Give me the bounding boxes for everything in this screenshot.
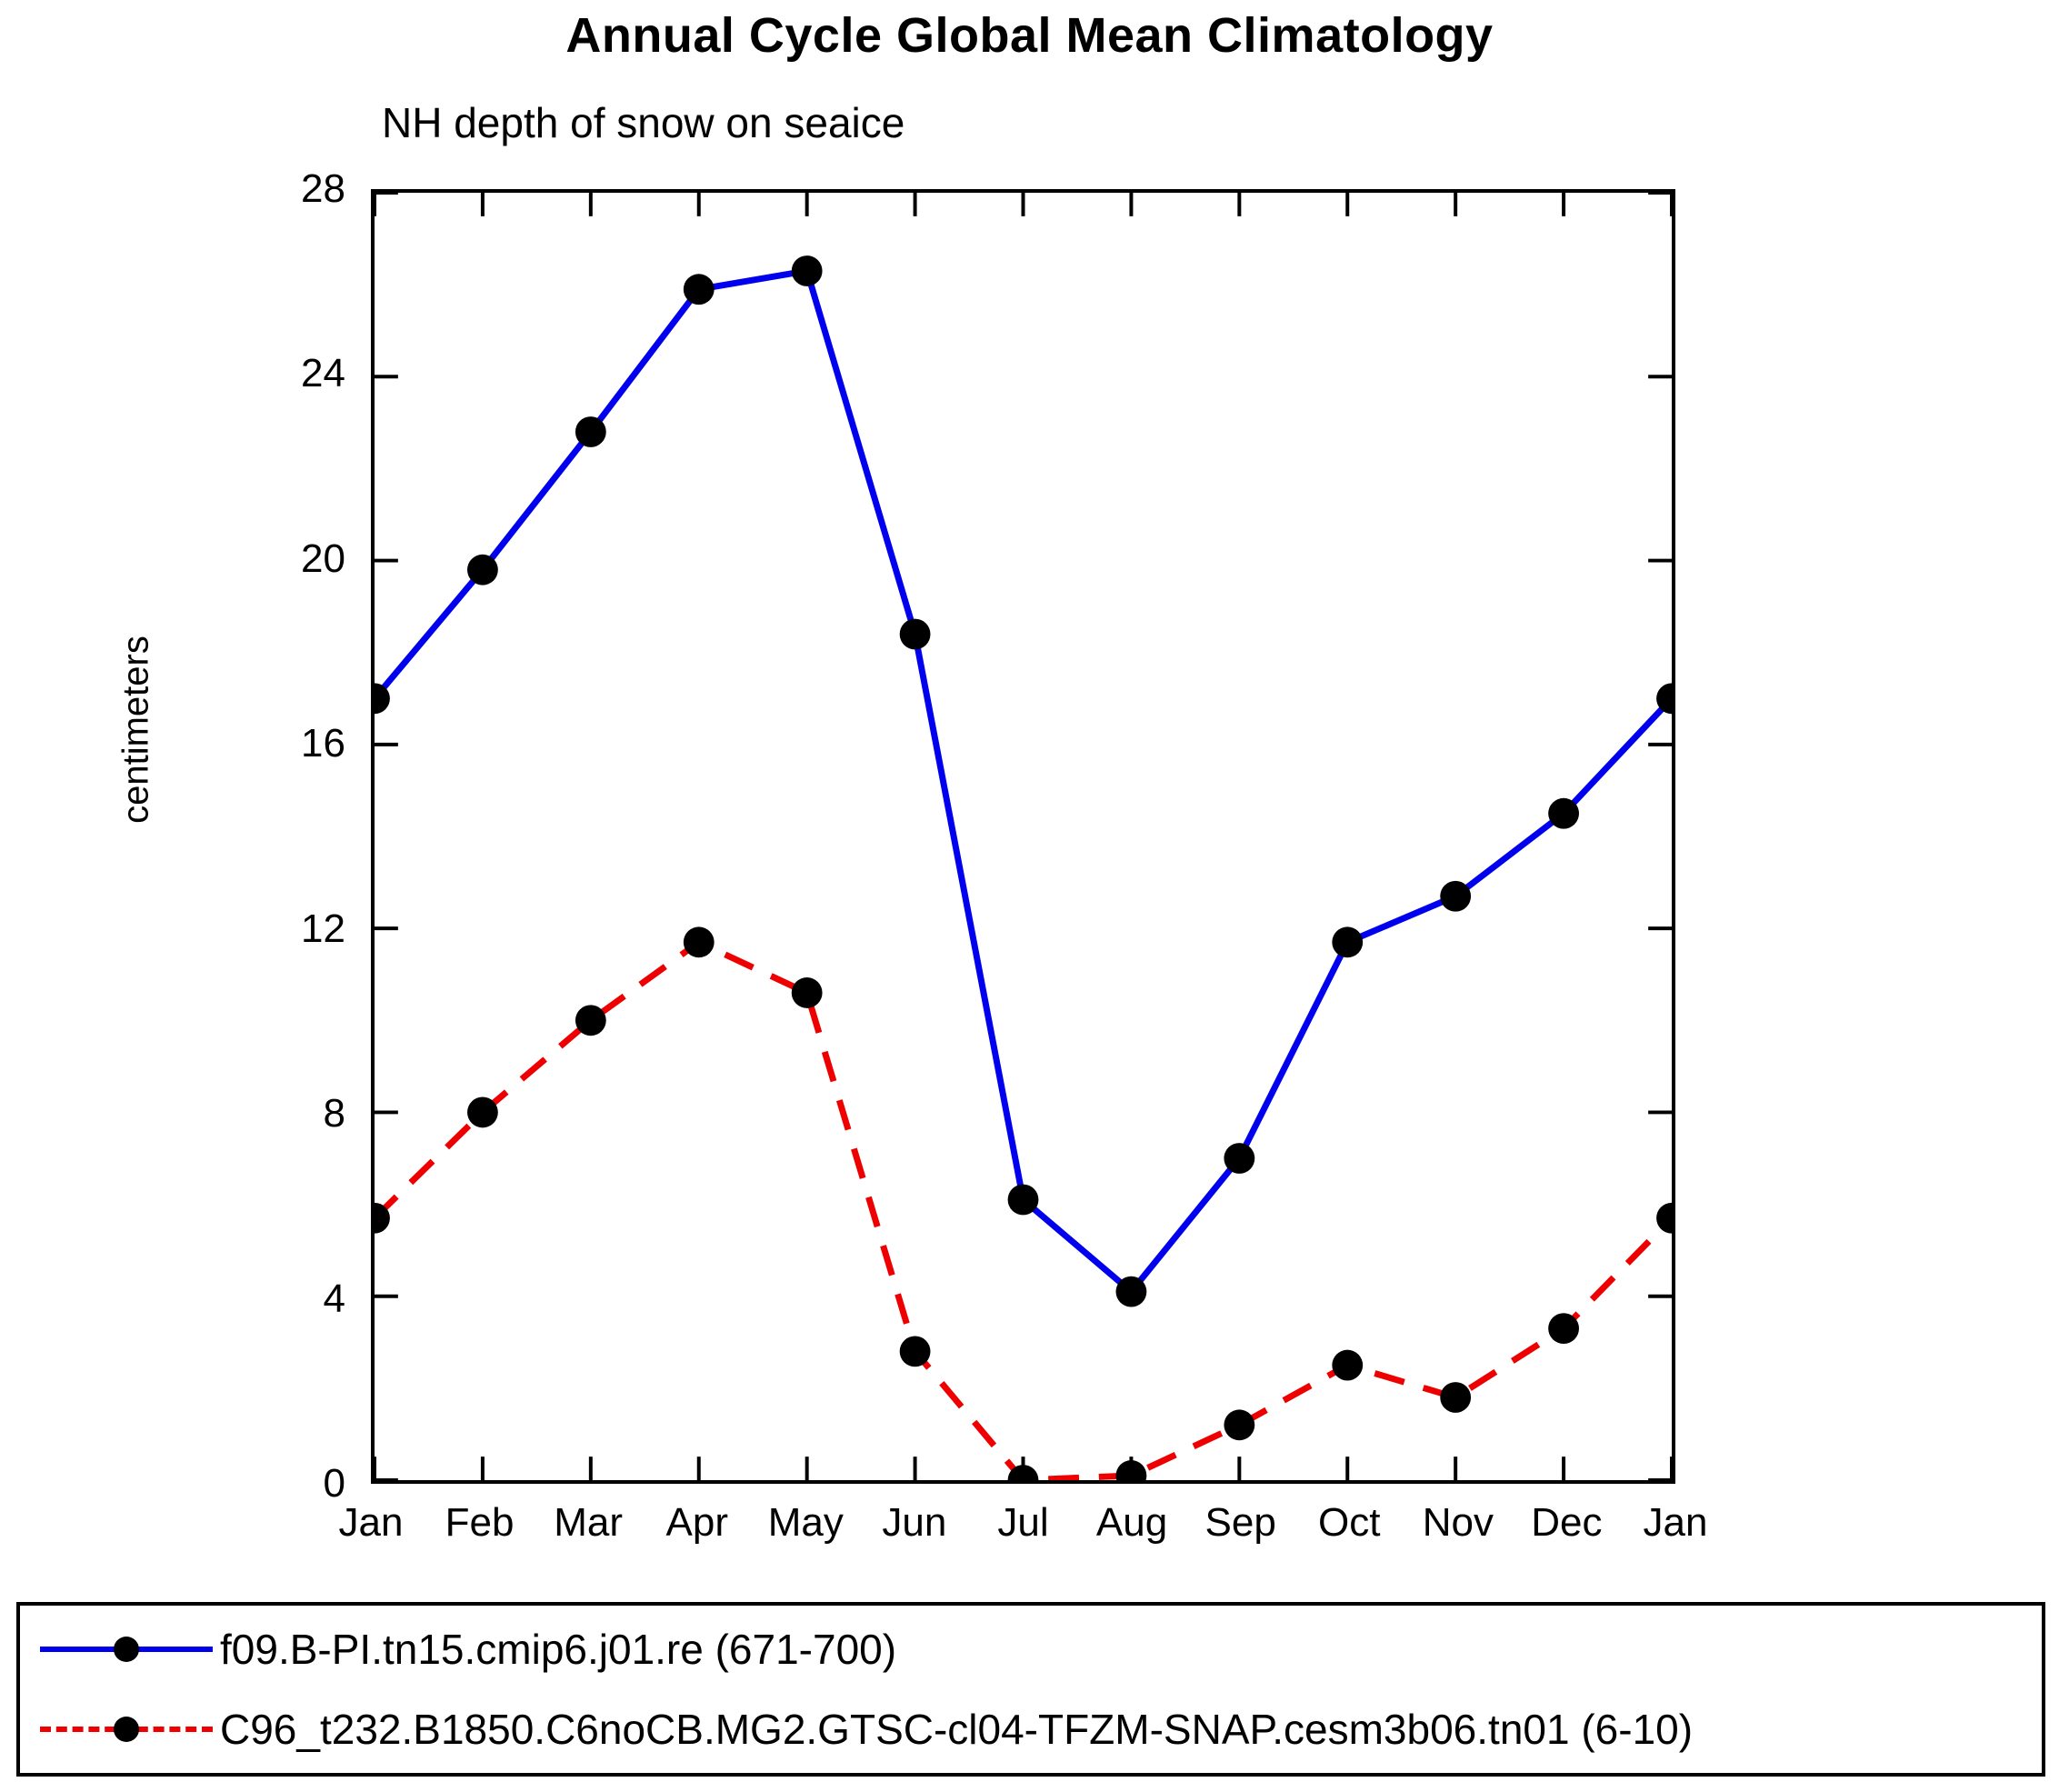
legend-label: f09.B-PI.tn15.cmip6.j01.re (671-700): [220, 1626, 897, 1673]
x-tick-label: Feb: [445, 1500, 515, 1545]
data-point-marker: [1440, 1382, 1471, 1413]
x-tick-label: Apr: [665, 1500, 728, 1545]
chart-subtitle: NH depth of snow on seaice: [382, 99, 905, 146]
data-point-marker: [1440, 881, 1471, 912]
x-tick-label: Aug: [1095, 1500, 1168, 1545]
x-tick-label: Mar: [554, 1500, 624, 1545]
data-point-marker: [1116, 1460, 1147, 1480]
plot-frame: [371, 189, 1675, 1484]
data-point-marker: [1224, 1409, 1254, 1440]
data-point-marker: [1656, 1203, 1672, 1234]
data-point-marker: [1008, 1185, 1039, 1216]
x-tick-label: Jan: [1643, 1500, 1708, 1545]
chart-legend: [16, 1602, 2045, 1777]
data-point-marker: [1332, 926, 1363, 957]
y-axis-tick-labels: [209, 166, 345, 1506]
x-tick-label: Sep: [1204, 1500, 1276, 1545]
x-tick-label: Jul: [997, 1500, 1049, 1545]
data-point-marker: [467, 1097, 498, 1128]
data-point-marker: [1548, 1313, 1579, 1344]
legend-sample: [40, 1622, 213, 1677]
data-point-marker: [1332, 1350, 1363, 1381]
legend-entry: [20, 1686, 2042, 1773]
y-tick-label: 28: [301, 166, 345, 211]
x-tick-label: May: [767, 1500, 844, 1545]
legend-label: C96_t232.B1850.C6noCB.MG2.GTSC-cl04-TFZM-SNAP.cesm3b06.tn01 (6-10): [220, 1706, 1694, 1753]
y-tick-label: 0: [323, 1461, 345, 1506]
data-point-marker: [684, 926, 715, 957]
y-axis-title: centimeters: [115, 636, 156, 824]
x-tick-label: Nov: [1422, 1500, 1494, 1545]
x-tick-label: Jan: [338, 1500, 404, 1545]
legend-marker-icon: [114, 1637, 139, 1662]
series-line-0: [375, 271, 1672, 1292]
legend-marker-icon: [114, 1717, 139, 1742]
y-tick-label: 12: [301, 906, 345, 951]
data-point-marker: [792, 977, 823, 1008]
data-point-marker: [684, 274, 715, 305]
data-point-marker: [900, 1336, 931, 1367]
y-tick-label: 16: [301, 721, 345, 766]
x-tick-label: Dec: [1531, 1500, 1603, 1545]
page-title: Annual Cycle Global Mean Climatology: [565, 8, 1494, 63]
data-point-marker: [792, 255, 823, 286]
plot-area: [375, 193, 1672, 1480]
legend-entry: [20, 1606, 2042, 1693]
x-tick-label: Jun: [882, 1500, 947, 1545]
y-tick-label: 4: [323, 1276, 345, 1321]
legend-sample: [40, 1702, 213, 1757]
y-tick-label: 20: [301, 536, 345, 581]
y-tick-label: 8: [323, 1091, 345, 1136]
data-point-marker: [575, 1005, 606, 1036]
data-point-marker: [467, 555, 498, 586]
data-point-marker: [1116, 1276, 1147, 1307]
x-axis-tick-labels: [338, 1500, 1708, 1564]
x-tick-label: Oct: [1318, 1500, 1381, 1545]
data-point-marker: [575, 416, 606, 447]
data-point-marker: [1548, 798, 1579, 829]
data-point-marker: [1224, 1143, 1254, 1174]
data-point-marker: [900, 619, 931, 650]
y-tick-label: 24: [301, 351, 345, 396]
